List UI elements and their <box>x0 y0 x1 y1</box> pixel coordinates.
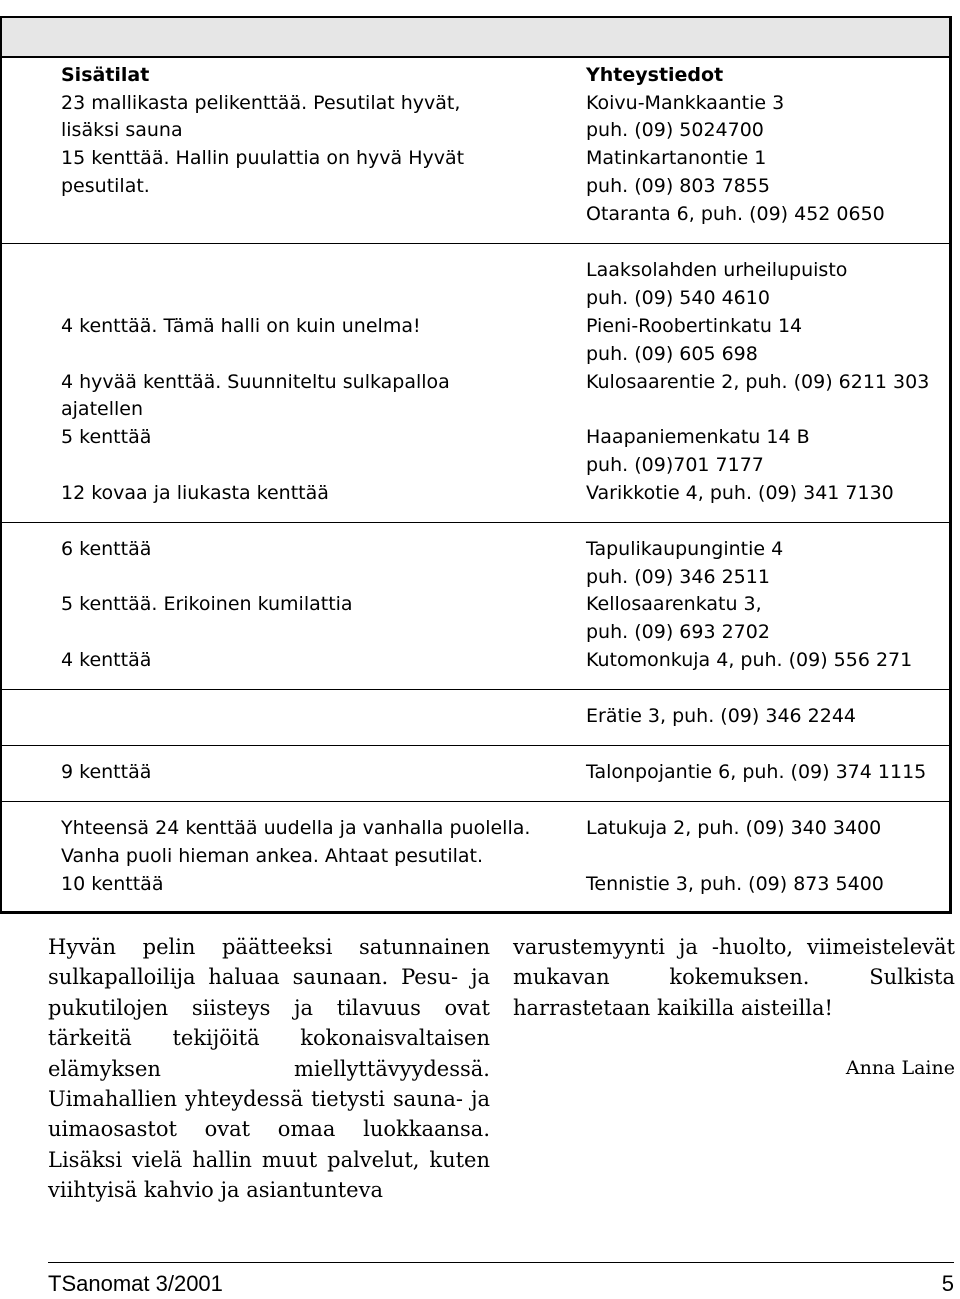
table-row-divider <box>0 522 952 523</box>
table-cell-interiors: 10 kenttää <box>61 873 164 895</box>
column-header-interiors: Sisätilat <box>61 64 150 86</box>
table-cell-contacts: Koivu-Mankkaantie 3 <box>586 92 785 114</box>
table-cell-interiors: 4 kenttää <box>61 649 152 671</box>
table-cell-interiors: 15 kenttää. Hallin puulattia on hyvä Hyvät <box>61 147 465 169</box>
table-cell-contacts: Latukuja 2, puh. (09) 340 3400 <box>586 817 882 839</box>
table-cell-interiors: 5 kenttää. Erikoinen kumilattia <box>61 593 353 615</box>
column-header-contacts: Yhteystiedot <box>586 64 724 86</box>
table-cell-contacts: Tapulikaupungintie 4 <box>586 538 784 560</box>
table-cell-interiors: 4 hyvää kenttää. Suunniteltu sulkapalloa <box>61 371 450 393</box>
table-cell-contacts: Kulosaarentie 2, puh. (09) 6211 303 <box>586 371 930 393</box>
table-cell-contacts: Haapaniemenkatu 14 B <box>586 426 810 448</box>
table-cell-contacts: puh. (09) 693 2702 <box>586 621 770 643</box>
table-cell-interiors: 12 kovaa ja liukasta kenttää <box>61 482 329 504</box>
table-cell-contacts: Kellosaarenkatu 3, <box>586 593 762 615</box>
table-cell-contacts: puh. (09) 346 2511 <box>586 566 770 588</box>
table-cell-contacts: Matinkartanontie 1 <box>586 147 767 169</box>
table-cell-contacts: Talonpojantie 6, puh. (09) 374 1115 <box>586 761 927 783</box>
table-cell-interiors: pesutilat. <box>61 175 150 197</box>
page-footer <box>48 1262 954 1296</box>
article-author: Anna Laine <box>845 1057 955 1080</box>
table-cell-contacts: Varikkotie 4, puh. (09) 341 7130 <box>586 482 894 504</box>
table-row-divider <box>0 243 952 244</box>
article-column-left <box>48 932 490 1206</box>
table-cell-interiors: 6 kenttää <box>61 538 152 560</box>
table-cell-interiors: lisäksi sauna <box>61 119 183 141</box>
page-number: 5 <box>941 1271 954 1296</box>
table-cell-contacts: Laaksolahden urheilupuisto <box>586 259 848 281</box>
article-line: mukavan kokemuksen. Sulkista <box>513 965 955 990</box>
table-cell-contacts: Otaranta 6, puh. (09) 452 0650 <box>586 203 885 225</box>
table-row-divider <box>0 745 952 746</box>
table-cell-contacts: puh. (09) 5024700 <box>586 119 764 141</box>
article-paragraph: Hyvän pelin päätteeksi satunnainen sulkapalloilija haluaa saunaan. Pesu- ja pukutilojen siisteys ja tilavuus ovat tärkeitä tekijöitä kokonaisvaltaisen elämyksen miellyttävyydessä. Uimahallien yhteydessä tietysti sauna- ja uimaosastot ovat omaa luokkaansa. Lisäksi vielä hallin muut palvelut, kuten viihtyisä kahvio ja asiantunteva <box>48 935 490 1203</box>
table-cell-interiors: 9 kenttää <box>61 761 152 783</box>
publication-name: TSanomat 3/2001 <box>48 1271 223 1296</box>
table-cell-interiors: 4 kenttää. Tämä halli on kuin unelma! <box>61 315 421 337</box>
table-cell-interiors: ajatellen <box>61 398 143 420</box>
table-cell-contacts: Pieni-Roobertinkatu 14 <box>586 315 803 337</box>
table-cell-contacts: Tennistie 3, puh. (09) 873 5400 <box>586 873 884 895</box>
table-cell-contacts: puh. (09)701 7177 <box>586 454 764 476</box>
table-cell-contacts: Erätie 3, puh. (09) 346 2244 <box>586 705 857 727</box>
table-top-bar <box>2 18 949 58</box>
table-row-divider <box>0 689 952 690</box>
table-cell-contacts: puh. (09) 540 4610 <box>586 287 770 309</box>
table-cell-interiors: Yhteensä 24 kenttää uudella ja vanhalla puolella. <box>61 817 531 839</box>
table-cell-interiors: Vanha puoli hieman ankea. Ahtaat pesutilat. <box>61 845 484 867</box>
article-column-right <box>513 932 955 1084</box>
table-cell-contacts: puh. (09) 605 698 <box>586 343 758 365</box>
table-row-divider <box>0 801 952 802</box>
article-line: varustemyynti ja -huolto, viimeistelevät <box>513 935 955 959</box>
table-cell-interiors: 5 kenttää <box>61 426 152 448</box>
table-cell-interiors: 23 mallikasta pelikenttää. Pesutilat hyvät, <box>61 92 461 114</box>
table-cell-contacts: Kutomonkuja 4, puh. (09) 556 271 <box>586 649 913 671</box>
table-cell-contacts: puh. (09) 803 7855 <box>586 175 770 197</box>
article-line: harrastetaan kaikilla aisteilla! <box>513 995 833 1020</box>
